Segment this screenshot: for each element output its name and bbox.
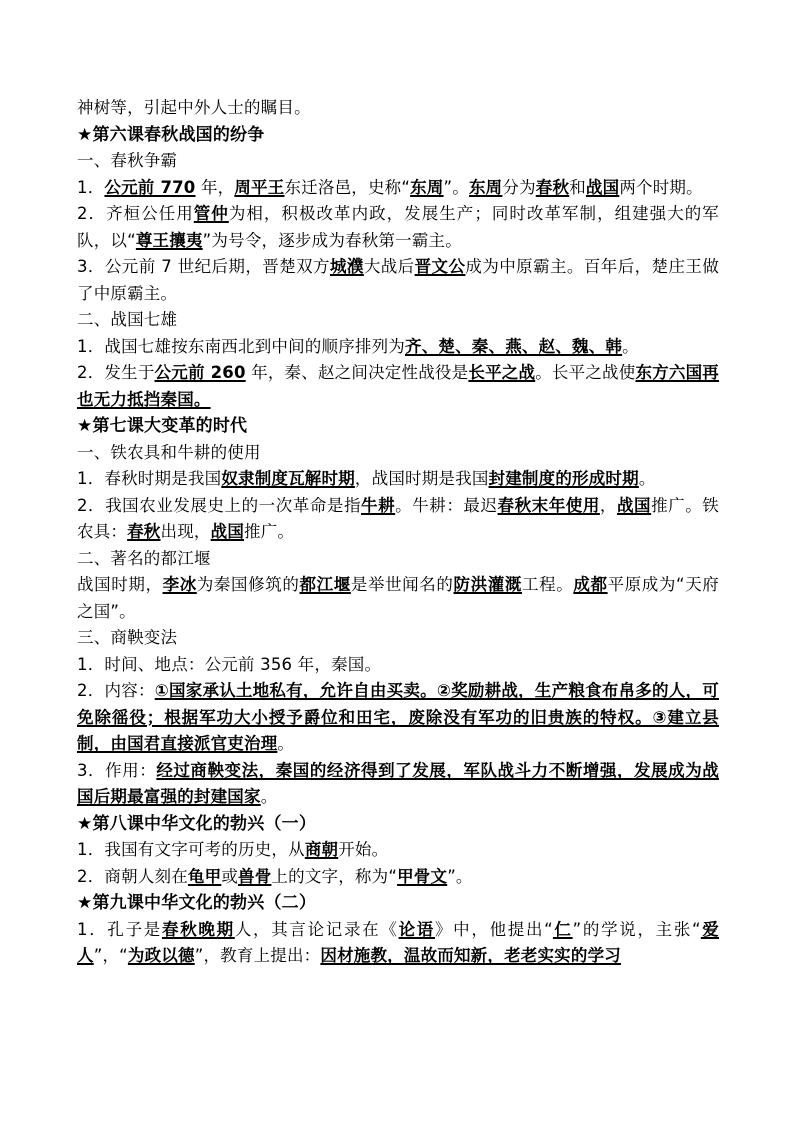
lesson-heading bbox=[77, 890, 719, 917]
text-run: ★第八课中华文化的勃兴（一） bbox=[77, 813, 317, 834]
key-term: ①国家承认土地私有，允许自由买卖。②奖励耕战，生产粮食布帛多的人，可免除徭役；根据军功大小授予爵位和田宅，废除没有军功的旧贵族的特权。③建立县制，由国君直接派官吏治理 bbox=[77, 681, 719, 753]
key-term: 春秋末年使用 bbox=[497, 495, 600, 515]
text-run: 大战后 bbox=[363, 257, 415, 276]
text-run: 战国时期， bbox=[77, 575, 163, 594]
paragraph bbox=[77, 254, 719, 307]
paragraph bbox=[77, 652, 719, 679]
text-run: ”，“ bbox=[93, 946, 128, 965]
section-heading bbox=[77, 307, 719, 334]
text-run: 一、铁农具和牛耕的使用 bbox=[77, 442, 261, 462]
key-term: 周平王 bbox=[234, 177, 285, 197]
text-run: 和 bbox=[569, 177, 586, 197]
text-run: 3．作用： bbox=[77, 760, 157, 780]
text-run: 。长平之战使 bbox=[535, 363, 636, 382]
text-run: 。 bbox=[622, 336, 639, 356]
paragraph bbox=[77, 175, 719, 202]
text-run: 上的文字，称为“ bbox=[271, 866, 398, 886]
key-term: 牛耕 bbox=[361, 495, 396, 515]
text-run: 分为 bbox=[502, 177, 536, 197]
key-term: 都江堰 bbox=[299, 575, 351, 594]
key-term: 东周 bbox=[468, 177, 503, 197]
text-run: ”的学说，主张“ bbox=[572, 919, 701, 939]
key-term: 论语 bbox=[398, 919, 435, 939]
section-heading bbox=[77, 148, 719, 175]
text-run: ★第六课春秋战国的纷争 bbox=[77, 124, 265, 145]
document-body bbox=[77, 95, 719, 970]
key-term: 晋文公 bbox=[414, 257, 466, 276]
text-run: ，战国时期是我国 bbox=[354, 469, 489, 488]
key-term: 商朝 bbox=[304, 840, 339, 859]
key-term: 甲骨文 bbox=[397, 866, 448, 886]
text-run: ”。 bbox=[443, 177, 469, 197]
text-run: 1．孔子是 bbox=[77, 919, 162, 939]
text-run: 工程。 bbox=[522, 575, 574, 594]
paragraph bbox=[77, 466, 719, 493]
key-term: 战国 bbox=[616, 495, 652, 515]
text-run: 推广。铁农具： bbox=[77, 495, 719, 541]
text-run: 1．我国有文字可考的历史，从 bbox=[77, 840, 305, 859]
section-heading bbox=[77, 546, 719, 573]
key-term: 为政以德 bbox=[127, 946, 195, 965]
paragraph bbox=[77, 95, 719, 122]
text-run: 是举世闻名的 bbox=[350, 575, 454, 594]
section-heading bbox=[77, 440, 719, 467]
text-run: 2．商朝人刻在 bbox=[77, 866, 188, 886]
text-run: 开始。 bbox=[338, 840, 389, 859]
key-term: 封建制度的形成时期 bbox=[488, 469, 639, 488]
key-term: 长平之战 bbox=[468, 363, 536, 382]
key-term: 春秋 bbox=[535, 177, 570, 197]
key-term: 城濮 bbox=[329, 257, 364, 276]
text-run: ”，教育上提出： bbox=[194, 946, 321, 965]
text-run: 神树等，引起中外人士的瞩目。 bbox=[77, 98, 311, 117]
text-run: 2．内容： bbox=[77, 681, 155, 700]
text-run: 。 bbox=[260, 787, 278, 806]
text-run: 。牛耕：最迟 bbox=[395, 495, 498, 515]
text-run: 为相，积极改革内政，发展生产；同时改革军制，组建强大的军队，以“ bbox=[77, 204, 719, 250]
lesson-heading bbox=[77, 811, 719, 838]
text-run: 2．我国农业发展史上的一次革命是指 bbox=[77, 495, 362, 515]
lesson-heading bbox=[77, 413, 719, 440]
text-run: 。 bbox=[638, 469, 656, 488]
text-run: 出现， bbox=[160, 522, 211, 541]
paragraph bbox=[77, 572, 719, 625]
text-run: 3．公元前 7 世纪后期，晋楚双方 bbox=[77, 257, 330, 276]
paragraph bbox=[77, 493, 719, 546]
text-run: 。 bbox=[277, 734, 295, 753]
key-term: 因材施教，温故而知新，老老实实的学习 bbox=[320, 946, 621, 965]
paragraph bbox=[77, 864, 719, 891]
paragraph bbox=[77, 837, 719, 864]
key-term: 防洪灌溉 bbox=[453, 575, 522, 594]
key-term: 战国 bbox=[585, 177, 620, 197]
text-run: 2．发生于 bbox=[77, 363, 155, 382]
lesson-heading bbox=[77, 122, 719, 149]
paragraph bbox=[77, 758, 719, 811]
key-term: 成都 bbox=[573, 575, 608, 594]
text-run: 为秦国修筑的 bbox=[196, 575, 300, 594]
paragraph bbox=[77, 917, 719, 970]
text-run: 成为中原霸主。百年后，楚庄王做了中原霸主。 bbox=[77, 257, 720, 303]
text-run: 》中，他提出“ bbox=[434, 919, 553, 939]
text-run: 人，其言论记录在《 bbox=[234, 919, 399, 939]
text-run: 推广。 bbox=[244, 522, 295, 541]
key-term: 齐、楚、秦、燕、赵、魏、韩 bbox=[405, 336, 623, 356]
key-term: 管仲 bbox=[193, 204, 229, 223]
text-run: 1．春秋时期是我国 bbox=[77, 469, 222, 488]
text-run: ★第七课大变革的时代 bbox=[77, 416, 248, 436]
text-run: 1．时间、地点：公元前 356 年，秦国。 bbox=[77, 654, 382, 674]
key-term: 经过商鞅变法，秦国的经济得到了发展，军队战斗力不断增强，发展成为战国后期最富强的封建国家 bbox=[77, 760, 719, 806]
text-run: ★第九课中华文化的勃兴（二） bbox=[77, 893, 317, 913]
key-term: 公元前 770 bbox=[104, 177, 196, 197]
text-run: 一、春秋争霸 bbox=[77, 151, 178, 170]
text-run: 二、战国七雄 bbox=[77, 310, 178, 329]
text-run: 或 bbox=[221, 866, 239, 886]
paragraph bbox=[77, 334, 719, 361]
key-term: 尊王攘夷 bbox=[135, 230, 203, 250]
key-term: 春秋晚期 bbox=[162, 919, 235, 939]
text-run: 1． bbox=[77, 177, 105, 197]
key-term: 春秋 bbox=[127, 522, 161, 541]
text-run: ”。 bbox=[447, 866, 473, 886]
key-term: 东方六国再也无力抵挡秦国。 bbox=[77, 363, 720, 409]
key-term: 战国 bbox=[210, 522, 245, 541]
text-run: 两个时期。 bbox=[619, 177, 703, 197]
key-term: 奴隶制度瓦解时期 bbox=[221, 469, 355, 488]
key-term: 仁 bbox=[552, 919, 573, 939]
text-run: 1．战国七雄按东南西北到中间的顺序排列为 bbox=[77, 336, 405, 356]
text-run: ”为号令，逐步成为春秋第一霸主。 bbox=[202, 230, 462, 250]
text-run: ， bbox=[599, 495, 617, 515]
paragraph bbox=[77, 360, 719, 413]
text-run: 三、商鞅变法 bbox=[77, 628, 178, 647]
key-term: 龟甲 bbox=[187, 866, 222, 886]
section-heading bbox=[77, 625, 719, 652]
text-run: 年，秦、赵之间决定性战役是 bbox=[245, 363, 469, 382]
key-term: 李冰 bbox=[162, 575, 197, 594]
paragraph bbox=[77, 201, 719, 254]
paragraph bbox=[77, 678, 719, 758]
text-run: 东迁洛邑，史称“ bbox=[284, 177, 411, 197]
text-run: 年， bbox=[195, 177, 235, 197]
key-term: 爱人 bbox=[77, 919, 720, 965]
key-term: 东周 bbox=[410, 177, 444, 197]
text-run: 2．齐桓公任用 bbox=[77, 204, 194, 223]
text-run: 二、著名的都江堰 bbox=[77, 548, 211, 568]
key-term: 公元前 260 bbox=[154, 363, 246, 382]
text-run: 平原成为“天府之国”。 bbox=[77, 575, 720, 621]
key-term: 兽骨 bbox=[238, 866, 272, 886]
